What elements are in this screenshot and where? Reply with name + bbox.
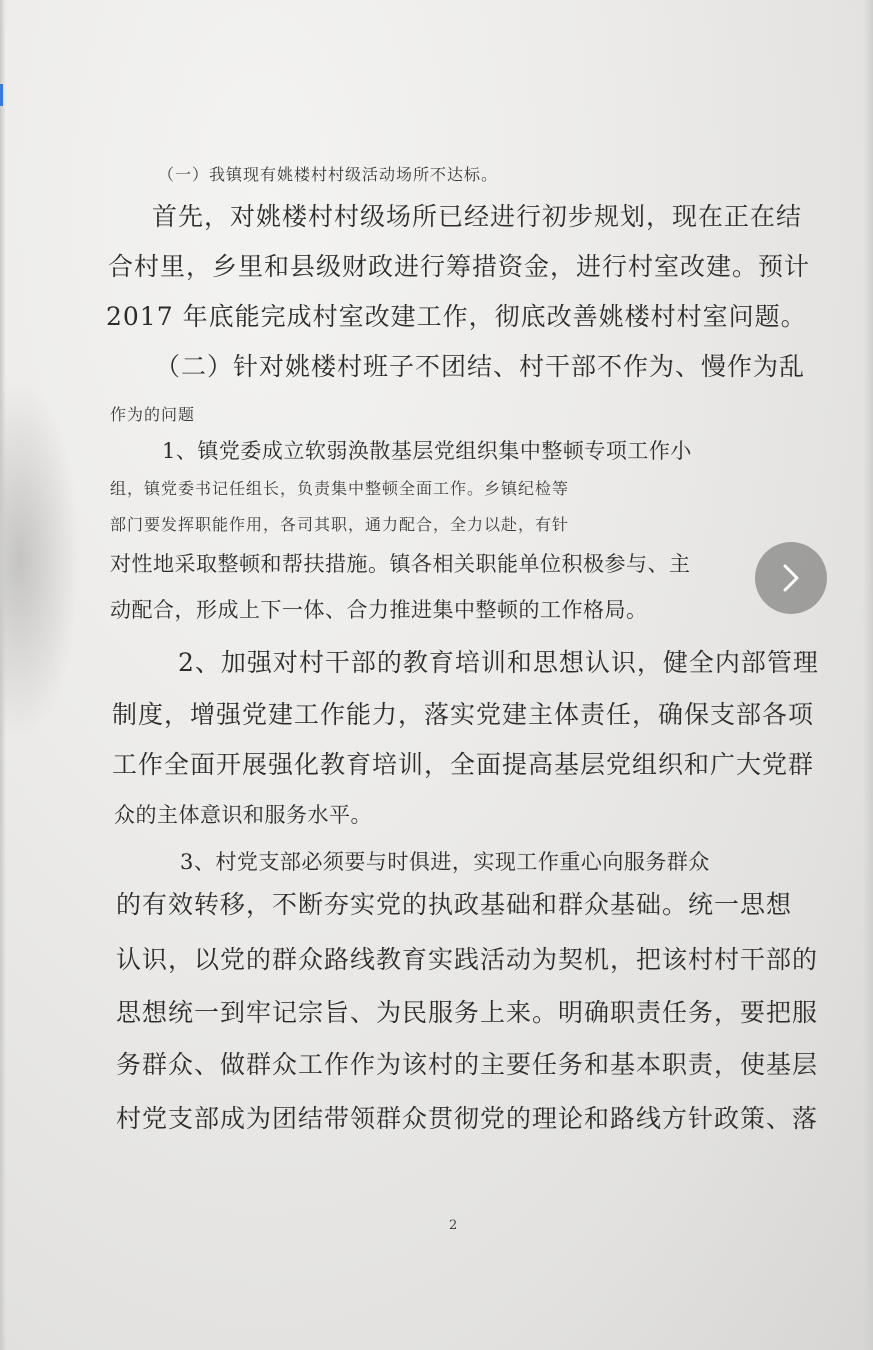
text-line: 合村里，乡里和县级财政进行筹措资金，进行村室改建。预计 (108, 252, 811, 281)
text-line: 务群众、做群众工作作为该村的主要任务和基本职责，使基层 (116, 1050, 819, 1079)
text-line: 首先，对姚楼村村级场所已经进行初步规划，现在正在结 (152, 202, 803, 231)
page-number: 2 (449, 1218, 458, 1233)
text-line: 动配合，形成上下一体、合力推进集中整顿的工作格局。 (110, 598, 648, 622)
text-line: 对性地采取整顿和帮扶措施。镇各相关职能单位积极参与、主 (110, 552, 691, 576)
text-line: 作为的问题 (110, 405, 196, 424)
chevron-right-icon (777, 560, 805, 596)
text-line: 2017 年底能完成村室改建工作，彻底改善姚楼村村室问题。 (106, 302, 807, 331)
text-line: 制度，增强党建工作能力，落实党建主体责任，确保支部各项 (112, 700, 815, 729)
text-line: 3、村党支部必须要与时俱进，实现工作重心向服务群众 (180, 850, 710, 874)
text-line: 村党支部成为团结带领群众贯彻党的理论和路线方针政策、落 (116, 1104, 819, 1133)
text-line: 思想统一到牢记宗旨、为民服务上来。明确职责任务，要把服 (116, 998, 819, 1027)
section-heading-2: （二）针对姚楼村班子不团结、村干部不作为、慢作为乱 (155, 352, 806, 381)
text-line: 众的主体意识和服务水平。 (114, 803, 372, 827)
section-heading-1: （一）我镇现有姚楼村村级活动场所不达标。 (158, 165, 499, 184)
text-line: 认识，以党的群众路线教育实践活动为契机，把该村村干部的 (116, 945, 819, 974)
text-line: 部门要发挥职能作用，各司其职，通力配合，全力以赴，有针 (110, 515, 570, 534)
text-line: 1、镇党委成立软弱涣散基层党组织集中整顿专项工作小 (162, 439, 692, 463)
text-line: 工作全面开展强化教育培训，全面提高基层党组织和广大党群 (112, 750, 815, 779)
text-line: 的有效转移，不断夯实党的执政基础和群众基础。统一思想 (116, 890, 793, 919)
text-line: 2、加强对村干部的教育培训和思想认识，健全内部管理 (178, 648, 819, 677)
text-line: 组，镇党委书记任组长，负责集中整顿全面工作。乡镇纪检等 (110, 479, 570, 498)
next-page-button[interactable] (755, 542, 827, 614)
